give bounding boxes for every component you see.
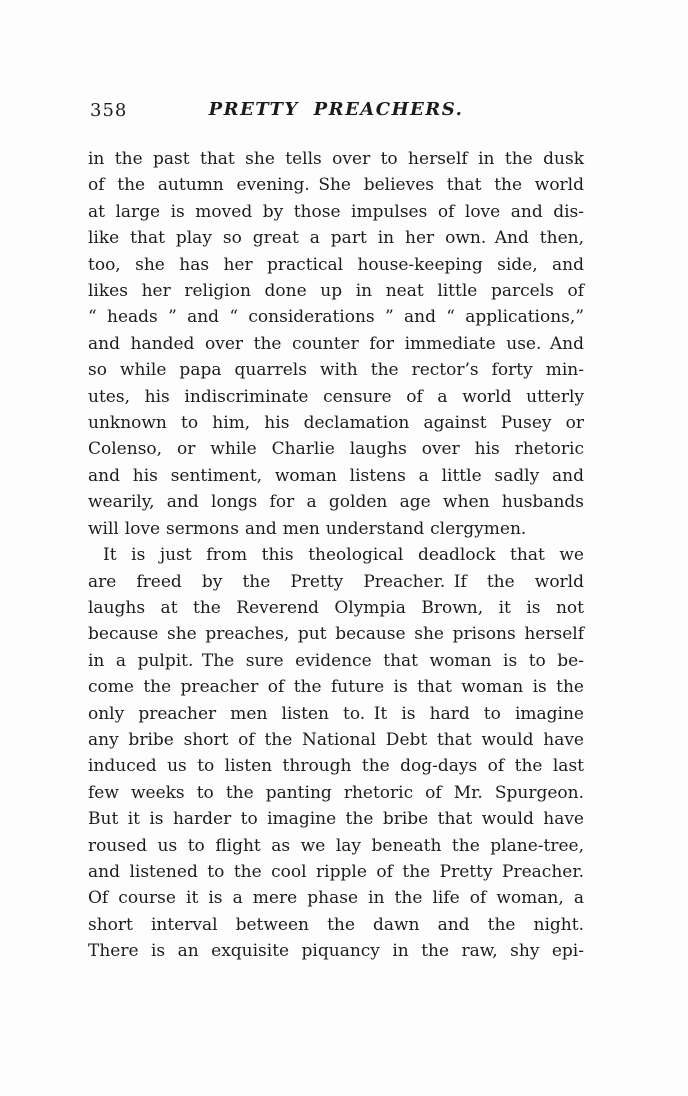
text-line: and listened to the cool ripple of the Pretty Preacher. bbox=[88, 861, 584, 882]
running-head: PRETTY PREACHERS. bbox=[208, 99, 464, 120]
text-line: at large is moved by those impulses of love and dis- bbox=[88, 201, 584, 222]
text-line: too, she has her practical house-keeping side, and bbox=[88, 254, 584, 275]
text-line: and handed over the counter for immediate use. And bbox=[88, 333, 584, 354]
text-line: There is an exquisite piquancy in the raw, shy epi- bbox=[88, 941, 584, 962]
text-line: only preacher men listen to. It is hard to imagine bbox=[88, 703, 584, 724]
text-line: “ heads ” and “ considerations ” and “ applications,” bbox=[88, 307, 584, 328]
text-line: laughs at the Reverend Olympia Brown, it is not bbox=[88, 597, 584, 618]
text-line: few weeks to the panting rhetoric of Mr. Spurgeon. bbox=[88, 782, 584, 803]
text-line: because she preaches, put because she prisons herself bbox=[88, 624, 584, 645]
text-line: in a pulpit. The sure evidence that woman is to be- bbox=[88, 650, 584, 671]
text-line: likes her religion done up in neat little parcels of bbox=[88, 281, 584, 302]
text-line: of the autumn evening. She believes that the world bbox=[88, 175, 584, 196]
page-header bbox=[88, 99, 584, 123]
text-line: induced us to listen through the dog-days of the last bbox=[88, 756, 584, 777]
text-line: and his sentiment, woman listens a little sadly and bbox=[88, 465, 584, 486]
text-line: unknown to him, his declamation against Pusey or bbox=[88, 413, 584, 434]
text-line: in the past that she tells over to herself in the dusk bbox=[88, 149, 584, 169]
text-line: short interval between the dawn and the night. bbox=[88, 914, 584, 935]
text-line: like that play so great a part in her own. And then, bbox=[88, 228, 584, 249]
text-line: roused us to flight as we lay beneath the plane-tree, bbox=[88, 835, 584, 856]
page-number: 358 bbox=[90, 100, 128, 121]
text-line: wearily, and longs for a golden age when husbands bbox=[88, 492, 584, 513]
text-line: come the preacher of the future is that woman is the bbox=[88, 677, 584, 698]
text-line: It is just from this theological deadlock that we bbox=[103, 545, 584, 566]
text-line: so while papa quarrels with the rector’s forty min- bbox=[88, 360, 584, 381]
text-line: utes, his indiscriminate censure of a world utterly bbox=[88, 386, 584, 407]
text-line: any bribe short of the National Debt that would have bbox=[88, 729, 584, 750]
text-line: But it is harder to imagine the bribe that would have bbox=[88, 809, 584, 830]
text-line: Colenso, or while Charlie laughs over his rhetoric bbox=[88, 439, 584, 460]
text-line: will love sermons and men understand clergymen. bbox=[88, 518, 527, 539]
text-line: are freed by the Pretty Preacher. If the world bbox=[88, 571, 584, 592]
text-line: Of course it is a mere phase in the life of woman, a bbox=[88, 888, 584, 909]
page-text bbox=[88, 146, 584, 965]
